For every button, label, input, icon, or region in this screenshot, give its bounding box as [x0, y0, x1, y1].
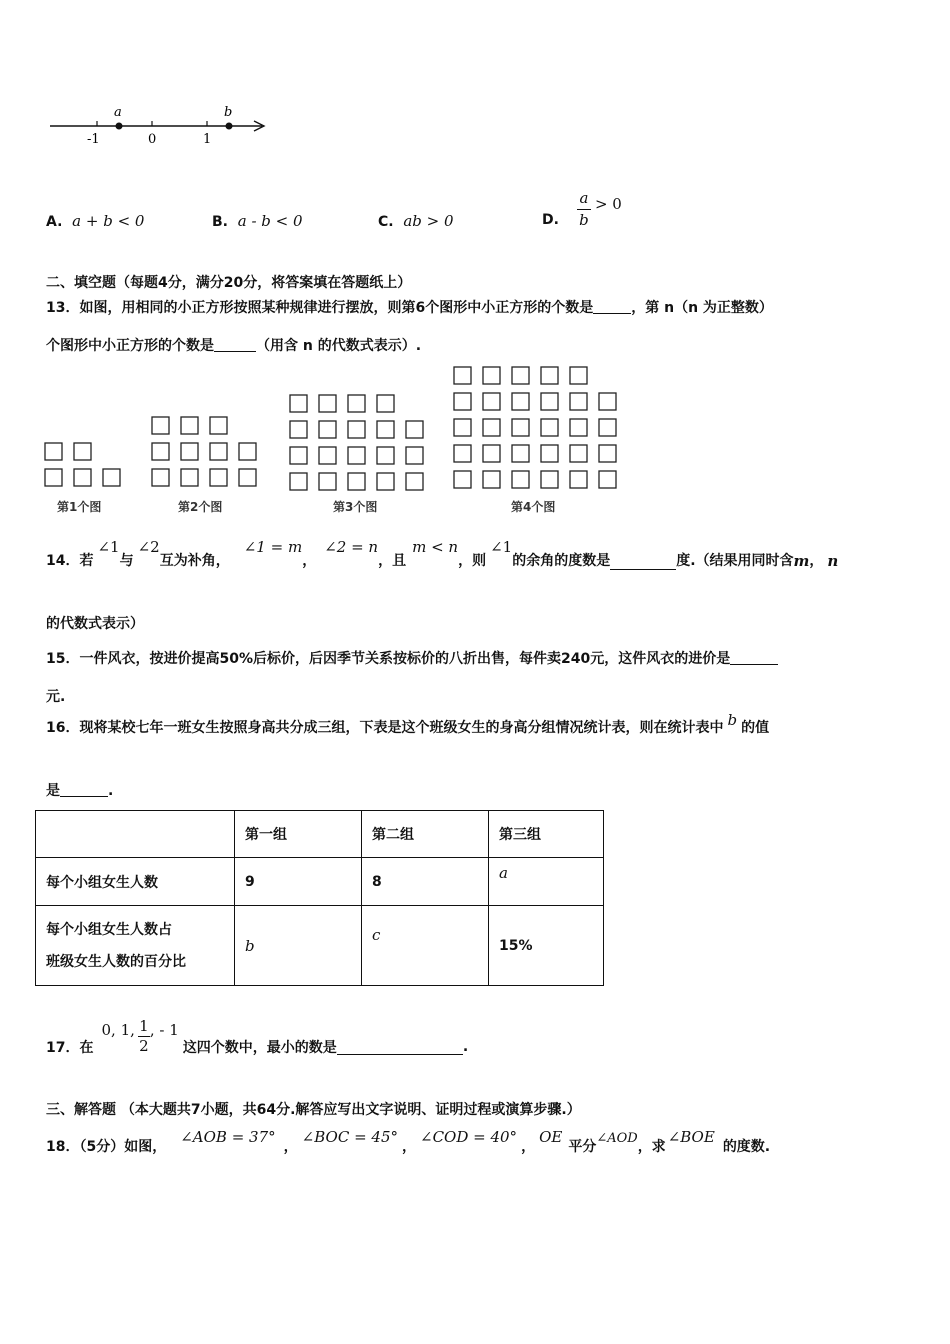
q16-line2: 是 . [46, 783, 114, 799]
small-square [74, 469, 91, 486]
height-group-table [35, 810, 604, 986]
small-square [210, 469, 227, 486]
section3-heading: 三、解答题 （本大题共7小题，共64分.解答应写出文字说明、证明过程或演算步骤.） [46, 1102, 581, 1118]
small-square [512, 445, 529, 462]
small-square [454, 419, 471, 436]
table-row [36, 811, 604, 858]
small-square [152, 417, 169, 434]
small-square [483, 393, 500, 410]
small-square [181, 417, 198, 434]
small-square [512, 419, 529, 436]
table-header: 第二组 [362, 811, 489, 858]
small-square [454, 445, 471, 462]
small-square [377, 421, 394, 438]
q14-line1: 14．若 ∠1 与 ∠2 互为补角， ∠1 = m ， ∠2 = n ，且 m < n ，则 ∠1 的余角的度数是 度.（结果用同时含 m ， n [46, 538, 839, 570]
section2-heading: 二、填空题（每题4分，满分20分，将答案填在答题纸上） [46, 275, 412, 291]
table-cell: 9 [235, 858, 362, 906]
small-square [570, 471, 587, 488]
q14-line2: 的代数式表示） [46, 616, 144, 632]
label-b: b [224, 105, 233, 120]
small-square [512, 471, 529, 488]
small-square [290, 395, 307, 412]
answer-blank[interactable] [214, 337, 256, 352]
table-row [36, 858, 604, 906]
small-square [319, 395, 336, 412]
fraction-numerator: a [579, 188, 589, 207]
small-square [74, 443, 91, 460]
small-square [239, 443, 256, 460]
small-square [541, 471, 558, 488]
small-square [152, 443, 169, 460]
small-square [152, 469, 169, 486]
small-square [348, 473, 365, 490]
figure-caption: 第3个图 [333, 500, 378, 514]
small-square [377, 395, 394, 412]
tick-label: 0 [148, 132, 157, 147]
small-square [406, 447, 423, 464]
q15-line2: 元. [46, 689, 66, 705]
q15-line1: 15．一件风衣，按进价提高50%后标价，后因季节关系按标价的八折出售，每件卖240元，这件风衣的进价是 [46, 648, 778, 668]
small-square [570, 367, 587, 384]
small-square [483, 471, 500, 488]
small-square [348, 421, 365, 438]
answer-blank[interactable] [337, 1040, 463, 1055]
q17-line: 17．在 0, 1, $\frac{1}{2}$ , - 1 这四个数中，最小的数是 . [46, 1016, 469, 1056]
q18-line: 18．（5分）如图， ∠AOB = 37° ， ∠BOC = 45° ， ∠COD = 40° ， OE 平分 ∠AOD ，求 ∠BOE 的度数. [46, 1128, 771, 1155]
tick-label: -1 [87, 132, 100, 147]
q13-line1: 13．如图，用相同的小正方形按照某种规律进行摆放，则第6个图形中小正方形的个数是 ，第 n（n 为正整数） [46, 300, 773, 316]
table-cell: a [489, 858, 604, 906]
small-square [239, 469, 256, 486]
small-square [348, 395, 365, 412]
option-b[interactable]: B. a - b < 0 [212, 212, 303, 230]
fraction-numerator: 1 [139, 1016, 149, 1035]
small-square [181, 443, 198, 460]
point-b [226, 123, 233, 130]
figure-caption: 第1个图 [57, 500, 102, 514]
table-cell: 每个小组女生人数占 班级女生人数的百分比 [36, 906, 235, 986]
answer-blank[interactable] [593, 299, 631, 314]
answer-blank[interactable] [730, 650, 778, 665]
table-cell: 每个小组女生人数 [36, 858, 235, 906]
small-square [290, 447, 307, 464]
small-square [290, 473, 307, 490]
small-square [210, 417, 227, 434]
small-square [541, 419, 558, 436]
small-square [483, 419, 500, 436]
small-square [210, 443, 227, 460]
small-square [512, 367, 529, 384]
small-square [290, 421, 307, 438]
table-cell: 8 [362, 858, 489, 906]
small-square [599, 471, 616, 488]
table-cell: 15% [489, 906, 604, 986]
q13-square-figures [40, 360, 640, 520]
small-square [570, 445, 587, 462]
small-square [319, 447, 336, 464]
small-square [377, 447, 394, 464]
figure-caption: 第4个图 [511, 500, 556, 514]
fraction-denominator: 2 [139, 1036, 149, 1055]
small-square [570, 393, 587, 410]
tick-label: 1 [203, 132, 212, 147]
small-square [541, 367, 558, 384]
small-square [512, 393, 529, 410]
small-square [454, 393, 471, 410]
q16-line1: 16．现将某校七年一班女生按照身高共分成三组，下表是这个班级女生的身高分组情况统计表，则在统计表中 b 的值 [46, 711, 770, 736]
table-row [36, 906, 604, 986]
small-square [406, 421, 423, 438]
small-square [45, 443, 62, 460]
table-header: 第三组 [489, 811, 604, 858]
small-square [45, 469, 62, 486]
small-square [406, 473, 423, 490]
small-square [599, 393, 616, 410]
table-cell: b [235, 906, 362, 986]
table-cell: c [362, 906, 489, 986]
small-square [181, 469, 198, 486]
small-square [541, 445, 558, 462]
small-square [348, 447, 365, 464]
small-square [454, 367, 471, 384]
answer-blank[interactable] [610, 555, 676, 570]
point-a [116, 123, 123, 130]
answer-blank[interactable] [60, 782, 108, 797]
small-square [599, 445, 616, 462]
label-a: a [114, 105, 122, 120]
small-square [319, 421, 336, 438]
small-square [483, 367, 500, 384]
option-d[interactable]: D. a b > 0 [542, 188, 622, 229]
small-square [599, 419, 616, 436]
option-a[interactable]: A. a + b < 0 [46, 212, 145, 230]
option-c[interactable]: C. ab > 0 [378, 212, 454, 230]
small-square [454, 471, 471, 488]
small-square [541, 393, 558, 410]
fraction-denominator: b [579, 210, 589, 229]
small-square [103, 469, 120, 486]
number-line [40, 100, 280, 155]
small-square [483, 445, 500, 462]
figure-caption: 第2个图 [178, 500, 223, 514]
small-square [570, 419, 587, 436]
small-square [319, 473, 336, 490]
q13-line2: 个图形中小正方形的个数是 （用含 n 的代数式表示）. [46, 338, 422, 354]
table-header: 第一组 [235, 811, 362, 858]
table-header [36, 811, 235, 858]
small-square [377, 473, 394, 490]
